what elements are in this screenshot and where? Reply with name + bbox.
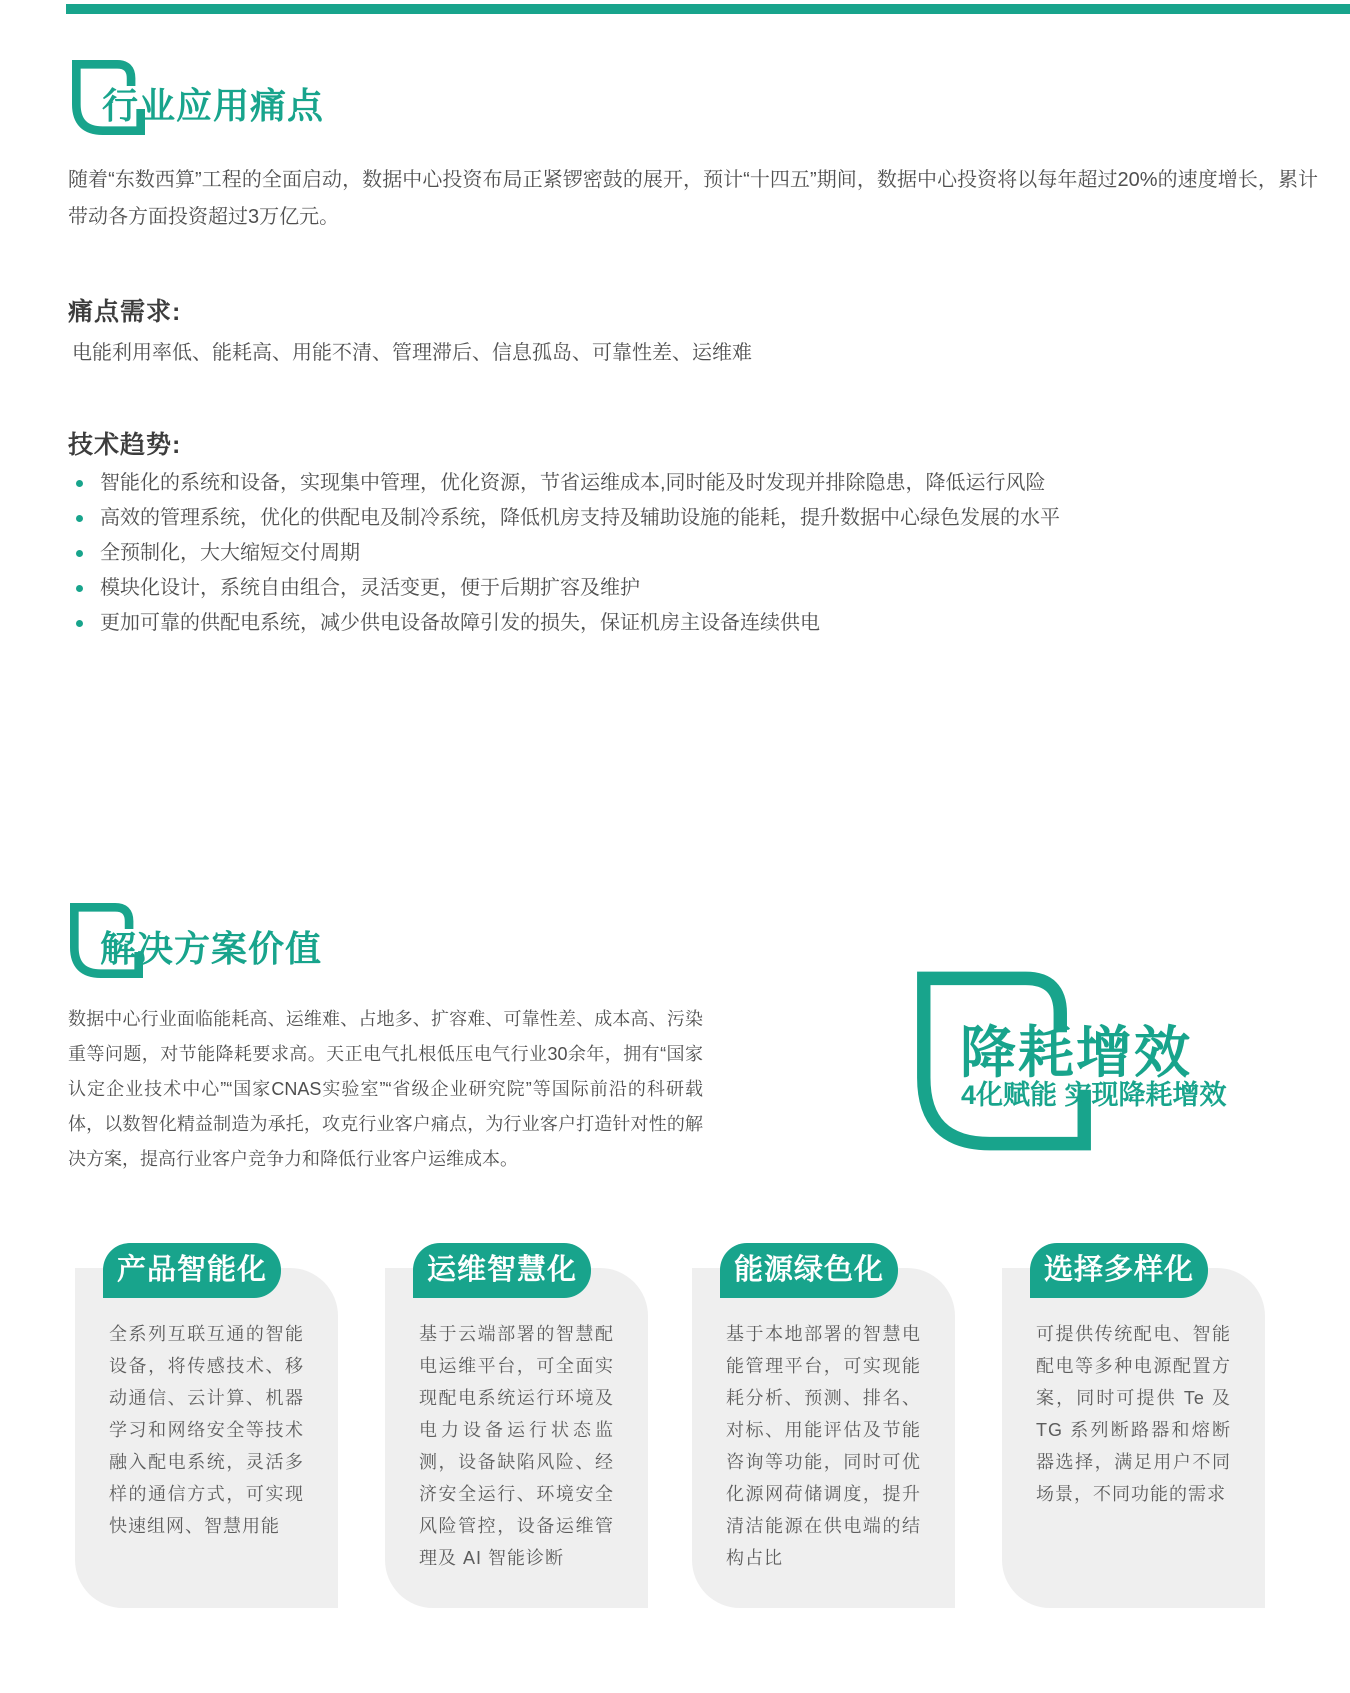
pain-heading: 痛点需求: [68,298,182,326]
trend-item-text: 模块化设计，系统自由组合，灵活变更，便于后期扩容及维护 [100,577,640,599]
highlight-block [913,965,1227,1157]
section2-body: 数据中心行业面临能耗高、运维难、占地多、扩容难、可靠性差、成本高、污染重等问题，对节能降耗要求高。天正电气扎根低压电气行业30余年，拥有“国家认定企业技术中心”“国家CNAS实验室”“省级企业研究院”等国际前沿的科研载体，以数智化精益制造为承托，攻克行业客户痛点，为行业客户打造针对性的解决方案，提高行业客户竞争力和降低行业客户运维成本。 [68,1009,703,1169]
card-body-text: 基于云端部署的智慧配电运维平台，可全面实现配电系统运行环境及电力设备运行状态监测，设备缺陷风险、经济安全运行、环境安全风险管控，设备运维管理及 AI 智能诊断 [419,1324,614,1568]
bullet-dot-icon [76,480,83,487]
highlight-title: 降耗增效 [960,1021,1192,1084]
card-body-text: 全系列互联互通的智能设备，将传感技术、移动通信、云计算、机器学习和网络安全等技术融入配电系统，灵活多样的通信方式，可实现快速组网、智慧用能 [109,1324,304,1536]
feature-card-energy [692,1254,955,1608]
trend-item [72,466,1060,501]
top-accent-bar [66,4,1350,14]
trend-item-text: 全预制化，大大缩短交付周期 [100,542,360,564]
card-title-badge: 选择多样化 [1030,1243,1208,1298]
card-body-text: 基于本地部署的智慧电能管理平台，可实现能耗分析、预测、排名、对标、用能评估及节能咨询等功能，同时可优化源网荷储调度，提升清洁能源在供电端的结构占比 [726,1324,921,1568]
bullet-dot-icon [76,550,83,557]
section1-intro: 随着“东数西算”工程的全面启动，数据中心投资布局正紧锣密鼓的展开，预计“十四五”期间，数据中心投资将以每年超过20%的速度增长，累计带动各方面投资超过3万亿元。 [68,169,1318,228]
trend-item-text: 智能化的系统和设备，实现集中管理，优化资源，节省运维成本,同时能及时发现并排除隐患，降低运行风险 [100,472,1046,494]
trend-item [72,501,1060,536]
section1-title: 行业应用痛点 [102,85,325,126]
section2-title: 解决方案价值 [100,928,323,969]
trend-heading: 技术趋势: [68,431,182,459]
feature-card-product [75,1254,338,1608]
card-body-text: 可提供传统配电、智能配电等多种电源配置方案，同时可提供 Te 及 TG 系列断路器和熔断器选择，满足用户不同场景，不同功能的需求 [1036,1324,1231,1504]
card-title-badge: 能源绿色化 [720,1243,898,1298]
feature-card-choice [1002,1254,1265,1608]
trend-item-text: 更加可靠的供配电系统，减少供电设备故障引发的损失，保证机房主设备连续供电 [100,612,820,634]
trend-item [72,536,1060,571]
bullet-dot-icon [76,585,83,592]
card-title-badge: 产品智能化 [103,1243,281,1298]
trend-list [72,466,1060,641]
trend-item [72,606,1060,641]
card-title-badge: 运维智慧化 [413,1243,591,1298]
trend-item [72,571,1060,606]
highlight-subtitle: 4化赋能 实现降耗增效 [961,1080,1227,1110]
bullet-dot-icon [76,515,83,522]
pain-text: 电能利用率低、能耗高、用能不清、管理滞后、信息孤岛、可靠性差、运维难 [72,342,752,364]
feature-card-operation [385,1254,648,1608]
bullet-dot-icon [76,620,83,627]
trend-item-text: 高效的管理系统，优化的供配电及制冷系统，降低机房支持及辅助设施的能耗，提升数据中心绿色发展的水平 [100,507,1060,529]
